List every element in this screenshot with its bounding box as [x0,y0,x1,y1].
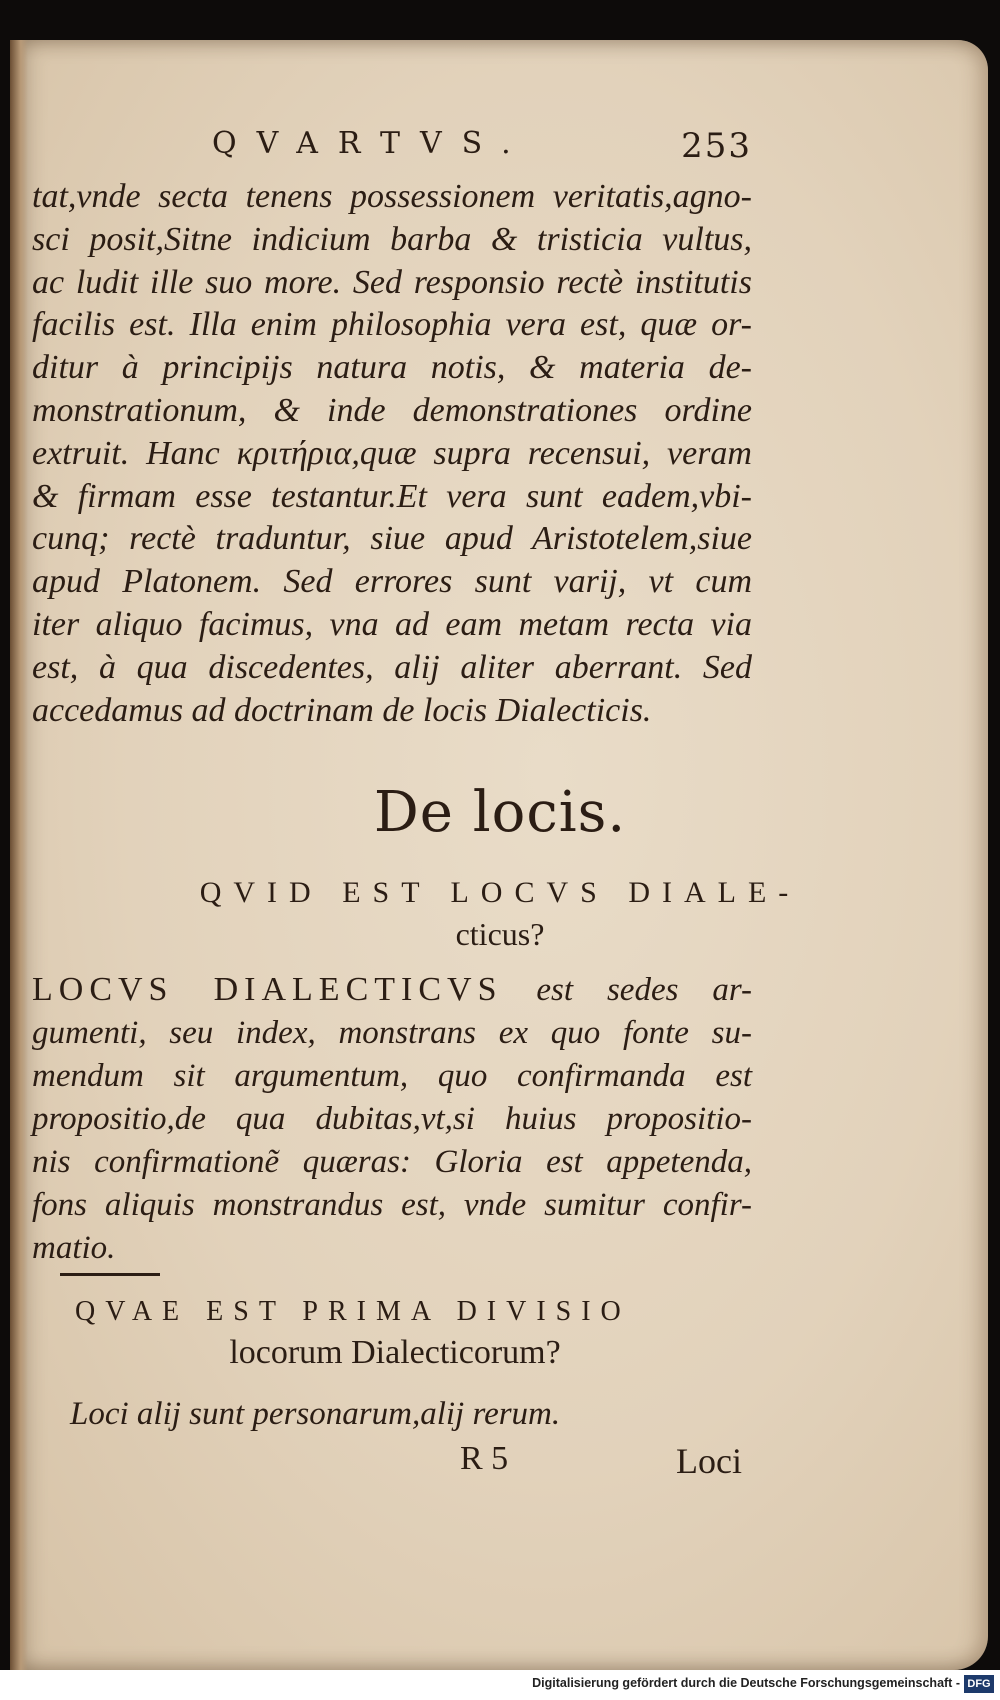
text-line: facilis est. Illa enim philosophia vera est, quæ or- [32,306,752,344]
question-heading-1 [0,876,1000,953]
text-line: ac ludit ille suo more. Sed responsio rectè institutis [32,263,752,301]
text-line: matio. [32,1230,116,1266]
question-line: cticus? [455,916,545,952]
text-line: & firmam esse testantur.Et vera sunt eadem,vbi- [32,477,752,515]
running-head-title: QVARTVS. [212,126,531,161]
digitization-footer [0,1670,1000,1700]
text-line: est, à qua discedentes, alij aliter aberrant. Sed [32,648,752,686]
signature-mark: R 5 [460,1440,509,1477]
text-line: cunq; rectè traduntur, siue apud Aristotelem,siue [32,520,752,558]
text-line: accedamus ad doctrinam de locis Dialecticis. [32,691,652,729]
text-line: iter aliquo facimus, vna ad eam metam recta via [32,605,752,643]
definition-lead: LOCVS DIALECTICVS [32,971,503,1008]
section-heading: De locis. [373,780,627,845]
text-line: fons aliquis monstrandus est, vnde sumitur confir- [32,1187,752,1223]
text-line: nis confirmationẽ quæras: Gloria est appetenda, [32,1144,752,1180]
question-heading-2 [75,1296,715,1372]
dfg-logo-icon: DFG [964,1675,994,1693]
question-line: QVID EST LOCVS DIALE- [199,876,801,909]
text-line: propositio,de qua dubitas,vt,si huius propositio- [32,1101,752,1137]
text-line: est sedes ar- [502,972,753,1008]
text-line: mendum sit argumentum, quo confirmanda est [32,1058,752,1094]
text-line: tat,vnde secta tenens possessionem veritatis,agno- [32,178,752,215]
text-line: gumenti, seu index, monstrans ex quo fonte su- [32,1015,752,1051]
text-line: apud Platonem. Sed errores sunt varij, vt cum [32,563,752,601]
catchword: Loci [676,1441,742,1481]
text-line: monstrationum, & inde demonstrationes ordine [32,391,752,429]
text-line: extruit. Hanc κριτήρια,quæ supra recensui, veram [32,434,752,472]
footer-credit: Digitalisierung gefördert durch die Deutsche Forschungsgemeinschaft - [532,1676,960,1690]
body-paragraph [32,176,752,732]
section-rule [60,1273,160,1276]
answer-text: Loci alij sunt personarum,alij rerum. [70,1396,561,1432]
running-head [212,126,752,172]
definition-paragraph [32,968,752,1270]
page-gutter-shadow [10,40,28,1670]
text-line: ditur à principijs natura notis, & materia de- [32,349,752,387]
question-line: QVAE EST PRIMA DIVISIO [75,1296,631,1327]
page-number: 253 [681,126,752,166]
question-line: locorum Dialecticorum? [229,1334,561,1371]
text-line: sci posit,Sitne indicium barba & tristicia vultus, [32,220,752,258]
